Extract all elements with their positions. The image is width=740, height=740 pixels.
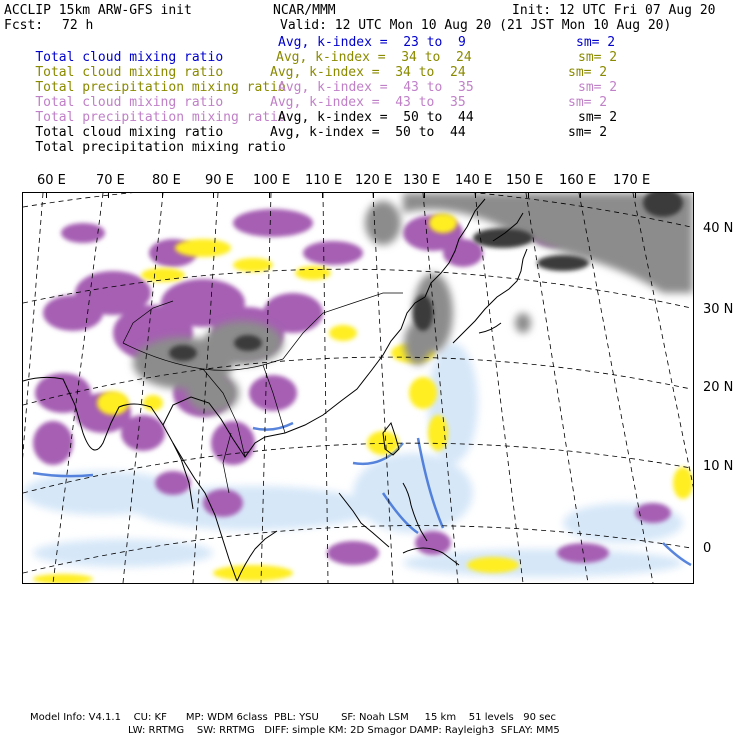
lon-label-110e: 110 E	[305, 173, 343, 188]
field-name: Total cloud mixing ratio	[35, 65, 224, 80]
field-avg: Avg, k-index = 34 to 24	[270, 65, 466, 80]
field-sm: sm= 2	[578, 80, 618, 95]
forecast-map	[23, 193, 693, 583]
init-time: Init: 12 UTC Fri 07 Aug 20	[512, 3, 716, 18]
lat-label-30n: 30 N	[703, 302, 734, 317]
field-sm: sm= 2	[568, 95, 608, 110]
lon-label-140e: 140 E	[455, 173, 493, 188]
forecast-label: Fcst:	[4, 18, 44, 33]
field-sm: sm= 2	[576, 35, 616, 50]
lon-label-90e: 90 E	[205, 173, 234, 188]
field-name: Total precipitation mixing ratio	[35, 110, 286, 125]
field-avg: Avg, k-index = 34 to 24	[276, 50, 472, 65]
lon-label-100e: 100 E	[253, 173, 291, 188]
tick-top	[322, 193, 323, 198]
lon-label-70e: 70 E	[96, 173, 125, 188]
tick-top	[528, 193, 529, 198]
lon-label-60e: 60 E	[37, 173, 66, 188]
field-sm: sm= 2	[578, 50, 618, 65]
field-avg: Avg, k-index = 50 to 44	[278, 110, 474, 125]
tick-top	[424, 193, 425, 198]
lon-label-80e: 80 E	[152, 173, 181, 188]
field-avg: Avg, k-index = 43 to 35	[278, 80, 474, 95]
field-name: Total cloud mixing ratio	[35, 50, 224, 65]
valid-time: Valid: 12 UTC Mon 10 Aug 20 (21 JST Mon 10 Aug 20)	[280, 18, 672, 33]
field-sm: sm= 2	[568, 125, 608, 140]
lat-label-20n: 20 N	[703, 380, 734, 395]
field-name: Total cloud mixing ratio	[35, 95, 224, 110]
center-label: NCAR/MMM	[273, 3, 336, 18]
tick-top	[46, 193, 47, 198]
lat-label-0: 0	[703, 541, 712, 556]
model-title: ACCLIP 15km ARW-GFS init	[4, 3, 192, 18]
tick-top	[213, 193, 214, 198]
lon-label-160e: 160 E	[559, 173, 597, 188]
lon-label-120e: 120 E	[355, 173, 393, 188]
tick-top	[373, 193, 374, 198]
map-panel	[22, 192, 694, 584]
model-info-line1: Model Info: V4.1.1 CU: KF MP: WDM 6class PBL: YSU SF: Noah LSM 15 km 51 levels 90 sec	[30, 712, 556, 723]
field-avg: Avg, k-index = 23 to 9	[278, 35, 466, 50]
lon-label-150e: 150 E	[506, 173, 544, 188]
tick-top	[580, 193, 581, 198]
model-info-line2: LW: RRTMG SW: RRTMG DIFF: simple KM: 2D Smagor DAMP: Rayleigh3 SFLAY: MM5	[128, 725, 560, 736]
field-name: Total precipitation mixing ratio	[35, 140, 286, 155]
tick-top	[269, 193, 270, 198]
lat-label-10n: 10 N	[703, 459, 734, 474]
tick-top	[162, 193, 163, 198]
tick-top	[475, 193, 476, 198]
field-name: Total cloud mixing ratio	[35, 125, 224, 140]
field-row-7	[4, 125, 286, 170]
field-sm: sm= 2	[578, 110, 618, 125]
field-avg: Avg, k-index = 50 to 44	[270, 125, 466, 140]
tick-top	[108, 193, 109, 198]
field-avg: Avg, k-index = 43 to 35	[270, 95, 466, 110]
field-sm: sm= 2	[568, 65, 608, 80]
field-name: Total precipitation mixing ratio	[35, 80, 286, 95]
tick-top	[635, 193, 636, 198]
lon-label-170e: 170 E	[613, 173, 651, 188]
lon-label-130e: 130 E	[403, 173, 441, 188]
lat-label-40n: 40 N	[703, 221, 734, 236]
forecast-hour: 72 h	[62, 18, 94, 33]
